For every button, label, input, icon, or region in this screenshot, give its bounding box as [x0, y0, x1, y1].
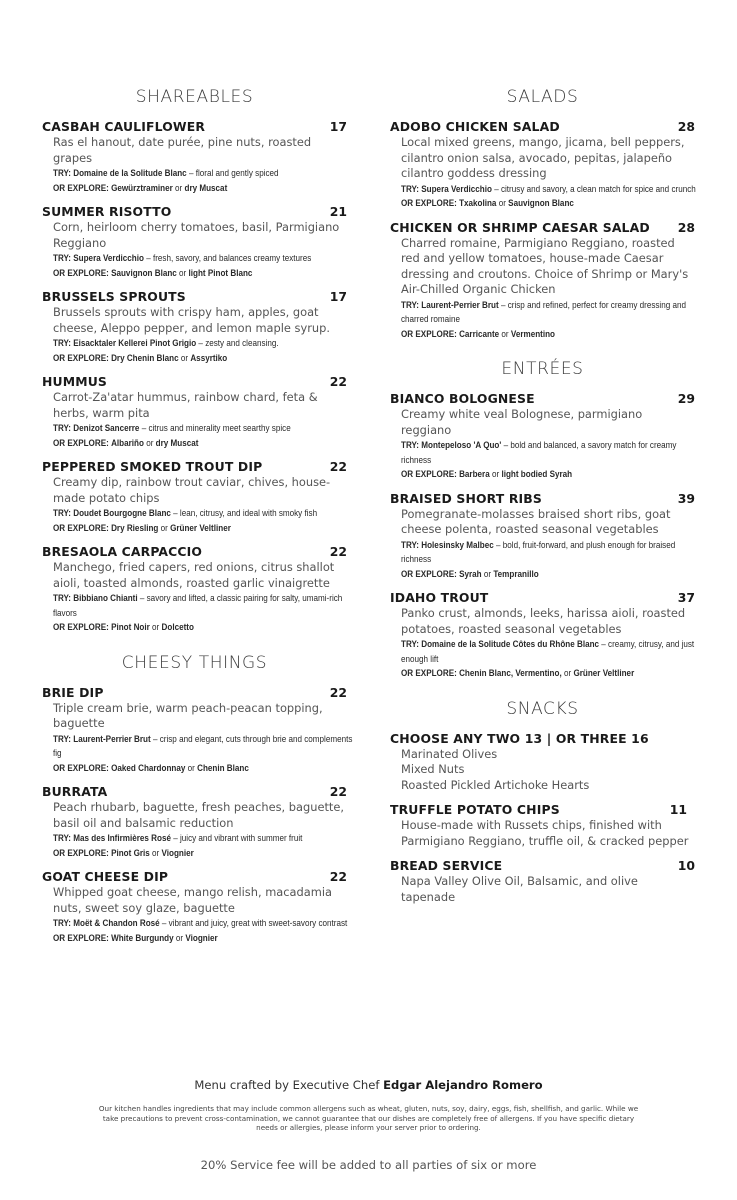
item-description: House-made with Russets chips, finished with Parmigiano Reggiano, truffle oil, & cracked pepper [401, 818, 689, 848]
item-description: Brussels sprouts with crispy ham, apples, goat cheese, Aleppo pepper, and lemon maple syrup. [53, 305, 330, 335]
item-price: 22 [329, 459, 347, 474]
wine-pairing: TRY: Laurent-Perrier Brut – crisp and elegant, cuts through brie and complements fig [53, 733, 353, 758]
item-description: Carrot-Za'atar hummus, rainbow chard, feta & herbs, warm pita [53, 390, 318, 420]
menu-item [42, 458, 347, 535]
item-price: 28 [677, 119, 695, 134]
menu-item [390, 219, 695, 342]
menu-item [42, 118, 347, 195]
item-price: 39 [677, 490, 695, 506]
item-description: Manchego, fried capers, red onions, citrus shallot aioli, toasted almonds, roasted garlic vinaigrette [53, 560, 335, 590]
wine-pairing: TRY: Moët & Chandon Rosé – vibrant and juicy, great with sweet-savory contrast [53, 918, 348, 928]
chef-credit: Menu crafted by Executive Chef Edgar Alejandro Romero [194, 1078, 543, 1092]
menu-item [390, 730, 695, 794]
allergen-notice: Our kitchen handles ingredients that may include common allergens such as wheat, gluten, nuts, soy, dairy, eggs, fish, shellfish, and garlic. While we take precautions to prevent cross-contamination, we cannot guarantee that our dishes are completely free of allergens. If you have specific dietary needs or allergies, please inform your server prior to ordering. [98, 1104, 639, 1133]
wine-alternatives: OR EXPLORE: Txakolina or Sauvignon Blanc [401, 198, 574, 208]
item-price: 29 [677, 391, 695, 406]
item-price: 28 [677, 219, 695, 235]
item-name: BRESAOLA CARPACCIO [42, 544, 203, 559]
menu-item [390, 801, 695, 849]
wine-alternatives: OR EXPLORE: Pinot Noir or Dolcetto [53, 622, 194, 632]
item-name: GOAT CHEESE DIP [42, 869, 169, 884]
item-price: 22 [329, 784, 347, 799]
section-title-snacks: SNACKS [506, 698, 579, 719]
menu-item [390, 857, 695, 905]
item-price: 21 [329, 204, 347, 219]
wine-alternatives: OR EXPLORE: Chenin Blanc, Vermentino, or Grüner Veltliner [401, 668, 635, 678]
wine-alternatives: OR EXPLORE: Barbera or light bodied Syrah [401, 469, 573, 479]
item-name: BRUSSELS SPROUTS [42, 289, 186, 304]
list-item: Mixed Nuts [401, 762, 465, 776]
menu-item [42, 203, 347, 280]
list-item: Roasted Pickled Artichoke Hearts [401, 777, 590, 792]
shareables-section [42, 85, 347, 635]
item-price: 22 [329, 869, 347, 884]
wine-alternatives: OR EXPLORE: Gewürztraminer or dry Muscat [53, 182, 228, 193]
menu-item [390, 118, 695, 211]
wine-pairing: TRY: Supera Verdicchio – fresh, savory, and balances creamy textures [53, 253, 312, 263]
section-title-shareables: SHAREABLES [135, 87, 254, 107]
item-price: 22 [329, 544, 347, 559]
item-price: 22 [329, 374, 347, 389]
salads-section [390, 85, 695, 341]
item-name: BRIE DIP [42, 684, 104, 700]
item-name: CHICKEN OR SHRIMP CAESAR SALAD [390, 219, 650, 235]
wine-pairing: TRY: Domaine de la Solitude Côtes du Rhône Blanc – creamy, citrusy, and just enough lift [401, 639, 695, 664]
service-fee-notice: 20% Service fee will be added to all parties of six or more [200, 1157, 537, 1172]
menu-item [390, 390, 695, 482]
wine-alternatives: OR EXPLORE: Sauvignon Blanc or light Pinot Blanc [53, 267, 253, 278]
menu-item [390, 490, 695, 582]
snacks-section [390, 697, 695, 906]
left-column [42, 85, 353, 961]
item-price: 22 [329, 684, 347, 700]
item-description: Peach rhubarb, baguette, fresh peaches, baguette, basil oil and balsamic reduction [53, 800, 345, 830]
item-price: 11 [669, 802, 687, 817]
wine-alternatives: OR EXPLORE: Oaked Chardonnay or Chenin Blanc [53, 762, 249, 773]
entrees-section [390, 357, 695, 681]
wine-pairing: TRY: Denizot Sancerre – citrus and minerality meet searthy spice [53, 423, 291, 433]
menu-item [42, 288, 347, 365]
cheesy-things-section [42, 651, 353, 946]
section-title-entrees: ENTRÉES [501, 359, 584, 379]
wine-pairing: TRY: Laurent-Perrier Brut – crisp and refined, perfect for creamy dressing and charred romaine [401, 299, 687, 324]
item-name: BRAISED SHORT RIBS [390, 490, 542, 506]
item-name: CASBAH CAULIFLOWER [42, 119, 206, 134]
menu-item [42, 783, 347, 860]
snack-options [401, 747, 695, 794]
wine-pairing: TRY: Domaine de la Solitude Blanc – floral and gently spiced [53, 168, 279, 178]
item-description: Ras el hanout, date purée, pine nuts, roasted grapes [53, 135, 312, 165]
wine-pairing: TRY: Holesinsky Malbec – bold, fruit-forward, and plush enough for braised richness [401, 539, 676, 564]
item-price: 37 [677, 590, 695, 605]
wine-alternatives: OR EXPLORE: Dry Riesling or Grüner Veltliner [53, 522, 231, 533]
menu-item [42, 373, 347, 450]
chef-name: Edgar Alejandro Romero [383, 1078, 543, 1092]
right-column [390, 85, 695, 921]
item-name: SUMMER RISOTTO [42, 204, 172, 219]
wine-pairing: TRY: Mas des Infirmières Rosé – juicy and vibrant with summer fruit [53, 833, 303, 843]
item-description: Napa Valley Olive Oil, Balsamic, and olive tapenade [401, 874, 638, 904]
section-title-cheesy-things: CHEESY THINGS [121, 652, 268, 673]
wine-alternatives: OR EXPLORE: Syrah or Tempranillo [401, 568, 539, 579]
item-description: Panko crust, almonds, leeks, harissa aioli, roasted potatoes, roasted seasonal vegetables [401, 606, 686, 636]
wine-alternatives: OR EXPLORE: Carricante or Vermentino [401, 328, 556, 339]
item-name: HUMMUS [42, 374, 107, 389]
wine-alternatives: OR EXPLORE: White Burgundy or Viognier [53, 932, 218, 943]
section-title-salads: SALADS [506, 87, 579, 107]
item-name: ADOBO CHICKEN SALAD [390, 119, 560, 134]
menu-item [390, 589, 695, 681]
wine-pairing: TRY: Bibbiano Chianti – savory and lifted, a classic pairing for salty, umami-rich flavors [53, 593, 343, 618]
wine-alternatives: OR EXPLORE: Pinot Gris or Viognier [53, 847, 194, 858]
menu-item [42, 543, 347, 635]
item-name: BIANCO BOLOGNESE [390, 391, 535, 406]
item-name: BURRATA [42, 784, 108, 799]
item-description: Corn, heirloom cherry tomatoes, basil, Parmigiano Reggiano [53, 220, 340, 250]
item-description: Charred romaine, Parmigiano Reggiano, roasted red and yellow tomatoes, house-made Caesar dressing and croutons. Choice of Shrimp or Mary's Air-Chilled Organic Chicken [401, 235, 689, 296]
item-description: Pomegranate-molasses braised short ribs, goat cheese polenta, roasted seasonal vegetables [401, 506, 671, 536]
item-name: IDAHO TROUT [390, 590, 489, 605]
item-name: CHOOSE ANY TWO 13 | OR THREE 16 [390, 730, 649, 746]
item-price: 10 [677, 858, 695, 873]
menu-item [42, 684, 353, 776]
wine-alternatives: OR EXPLORE: Albariño or dry Muscat [53, 437, 199, 448]
item-description: Creamy dip, rainbow trout caviar, chives, house-made potato chips [53, 475, 331, 505]
wine-pairing: TRY: Montepeloso 'A Quo' – bold and balanced, a savory match for creamy richness [401, 440, 677, 465]
item-name: PEPPERED SMOKED TROUT DIP [42, 459, 263, 474]
wine-alternatives: OR EXPLORE: Dry Chenin Blanc or Assyrtiko [53, 352, 228, 363]
wine-pairing: TRY: Supera Verdicchio – citrusy and savory, a clean match for spice and crunch [401, 183, 696, 194]
item-name: BREAD SERVICE [390, 858, 503, 873]
list-item: Marinated Olives [401, 746, 498, 761]
footer [0, 1076, 737, 1173]
item-price: 17 [329, 289, 347, 304]
item-description: Local mixed greens, mango, jicama, bell peppers, cilantro onion salsa, avocado, pepitas, jalapeño cilantro goddess dressing [401, 135, 685, 180]
wine-pairing: TRY: Doudet Bourgogne Blanc – lean, citrusy, and ideal with smoky fish [53, 508, 318, 518]
item-price: 17 [329, 119, 347, 134]
wine-pairing: TRY: Eisacktaler Kellerei Pinot Grigio – zesty and cleansing. [53, 338, 279, 348]
item-description: Triple cream brie, warm peach-peacan topping, baguette [53, 700, 323, 730]
item-description: Whipped goat cheese, mango relish, macadamia nuts, sweet soy glaze, baguette [53, 885, 332, 915]
item-name: TRUFFLE POTATO CHIPS [390, 802, 560, 817]
item-description: Creamy white veal Bolognese, parmigiano reggiano [401, 407, 643, 437]
menu-item [42, 868, 347, 945]
